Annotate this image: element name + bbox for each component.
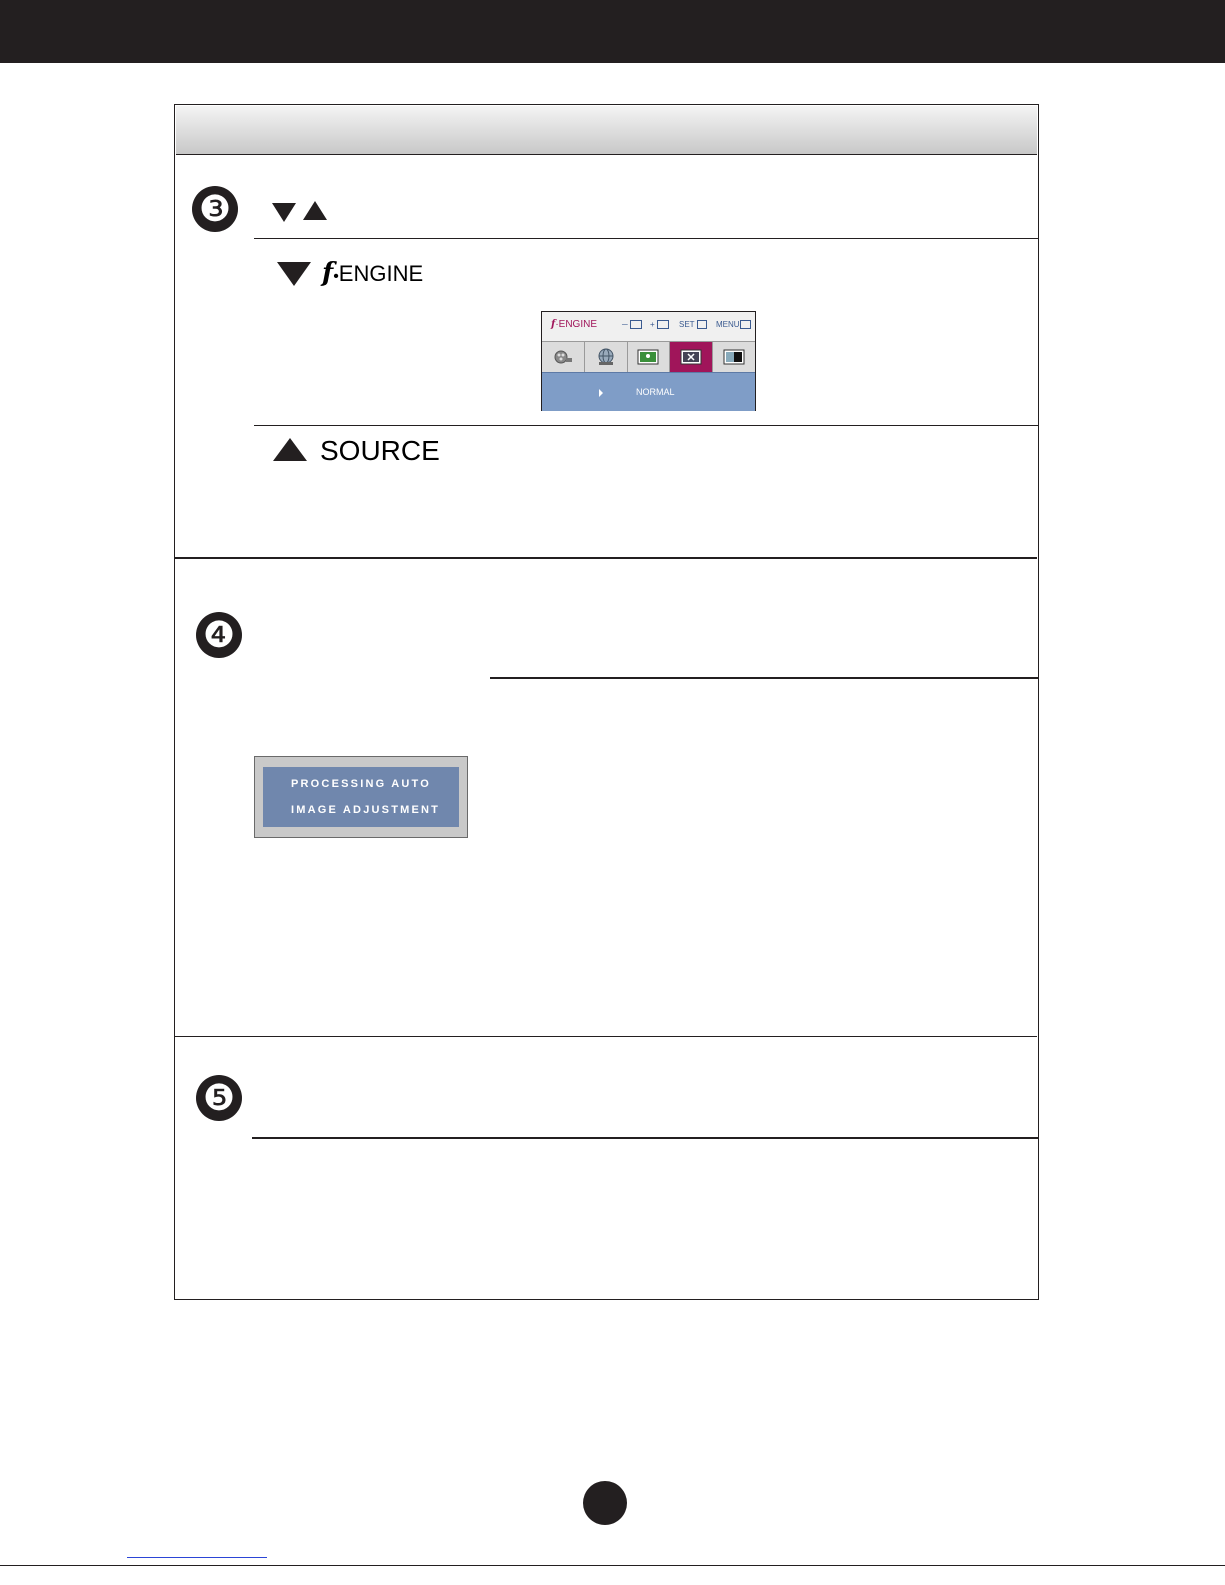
fengine-osd-panel — [541, 311, 756, 411]
contrast-icon — [713, 342, 755, 372]
set-box-icon — [697, 320, 707, 329]
right-arrow-box-icon — [657, 320, 669, 329]
fengine-label: f•ENGINE — [322, 258, 424, 288]
up-arrow-icon — [303, 201, 327, 220]
down-arrow-icon — [272, 203, 296, 222]
osd-plus-label: + — [650, 320, 655, 329]
osd-mode-bar — [542, 372, 755, 411]
osd-icon-row — [542, 342, 755, 372]
picture-icon — [628, 342, 671, 372]
up-arrow-icon — [273, 438, 307, 461]
osd-title-text: ·ENGINE — [555, 319, 597, 330]
step-3-number — [192, 186, 238, 232]
divider — [490, 677, 1038, 679]
frame-header — [176, 106, 1037, 155]
osd-set-item — [679, 320, 707, 329]
divider — [254, 425, 1038, 426]
fengine-text: ENGINE — [338, 261, 424, 286]
internet-icon — [585, 342, 628, 372]
f-logo-glyph: f — [322, 258, 334, 288]
osd-menu-item — [716, 320, 751, 329]
processing-line-1: PROCESSING AUTO — [291, 778, 431, 790]
page-number-badge — [583, 1481, 627, 1525]
down-arrow-icon — [277, 262, 311, 286]
step-5-number-text: ❺ — [202, 1077, 236, 1118]
osd-plus-item — [650, 320, 669, 329]
menu-box-icon — [740, 320, 751, 329]
step-4-number — [196, 612, 242, 658]
step-5-number — [196, 1075, 242, 1121]
osd-f-glyph: f — [551, 319, 556, 330]
section-divider — [174, 557, 1037, 559]
left-arrow-box-icon — [630, 320, 642, 329]
bottom-rule — [0, 1565, 1225, 1566]
osd-set-label: SET — [679, 320, 695, 329]
cancel-icon — [670, 342, 713, 372]
divider — [254, 238, 1038, 239]
caret-right-icon — [599, 389, 603, 397]
osd-menu-label: MENU — [716, 320, 740, 329]
step-4-number-text: ❹ — [202, 614, 236, 655]
top-banner — [0, 0, 1225, 63]
step-3-number-text: ❸ — [198, 188, 232, 229]
processing-message-box — [263, 767, 459, 827]
osd-minus-label: ─ — [622, 320, 628, 329]
source-label: SOURCE — [320, 435, 440, 466]
divider — [252, 1137, 1038, 1139]
processing-line-2: IMAGE ADJUSTMENT — [291, 804, 441, 816]
osd-minus-item — [622, 320, 642, 329]
section-divider — [174, 1036, 1037, 1037]
processing-osd-panel — [254, 756, 468, 838]
osd-mode-value: NORMAL — [636, 387, 675, 397]
osd-title — [551, 319, 597, 330]
movie-icon — [542, 342, 585, 372]
osd-header — [542, 312, 755, 342]
link-underline[interactable] — [127, 1557, 267, 1558]
